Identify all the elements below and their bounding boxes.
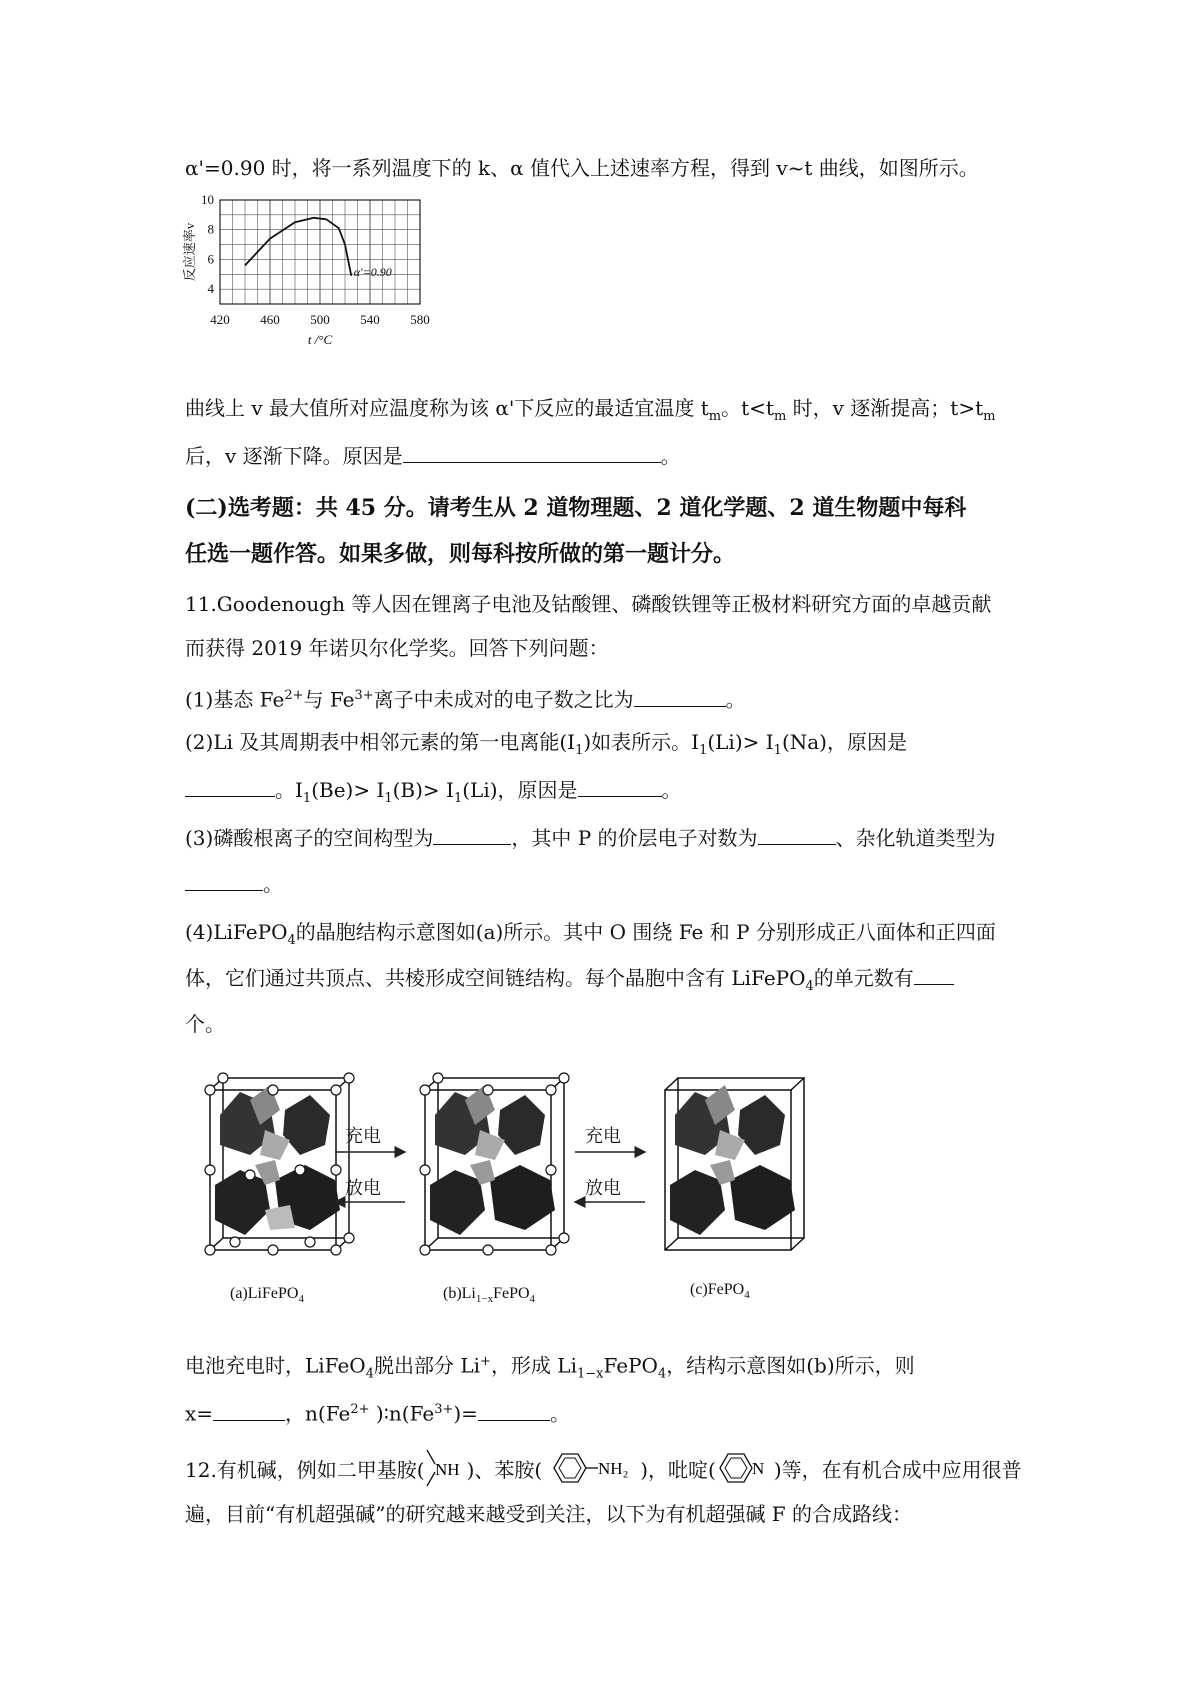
label-discharge-ab: 放电	[345, 1178, 381, 1198]
text: ，结构示意图如(b)所示，则	[666, 1353, 915, 1378]
y-axis-label: 反应速率v	[182, 222, 197, 282]
optimum-temperature-line	[185, 394, 995, 431]
text: )、苯胺(	[466, 1458, 543, 1482]
text: 个。	[185, 1012, 225, 1036]
text: 脱出部分 Li	[373, 1353, 481, 1378]
x-axis-label: t /°C	[307, 332, 333, 347]
label-charge-ab: 充电	[345, 1126, 381, 1146]
text: )如表所示。I	[583, 730, 700, 754]
sub: 1	[575, 743, 584, 758]
answer-blank[interactable]	[185, 870, 263, 891]
sub: m	[773, 409, 787, 424]
q11-sub2-line-1	[185, 728, 907, 765]
caption-a: (a)LiFePO$_4$	[230, 1285, 304, 1305]
sub: 1	[384, 791, 393, 806]
y-tick-label: 10	[201, 192, 214, 207]
text: 任选一题作答。如果多做，则每科按所做的第一题计分。	[185, 541, 736, 567]
text: 电池充电时，LiFeO	[185, 1353, 366, 1378]
answer-blank[interactable]	[185, 776, 275, 797]
sup: 3+	[354, 688, 374, 703]
x-tick-label: 540	[360, 312, 380, 327]
q12-line-1	[185, 1448, 1022, 1495]
cell-b-li1-xfepo4	[420, 1073, 569, 1255]
y-tick-label: 6	[207, 251, 214, 267]
text: 。	[660, 444, 681, 468]
text: 。t<t	[721, 396, 774, 420]
caption-c: (c)FePO$_4$	[690, 1281, 750, 1301]
reason-line	[185, 442, 681, 470]
sub: 1	[453, 791, 463, 806]
sub: 4	[805, 979, 814, 994]
mol-text: NH₂	[598, 1459, 629, 1478]
aniline-structure-icon	[542, 1448, 640, 1495]
text: (B)> I	[392, 778, 454, 802]
sup: 2+	[284, 688, 304, 703]
text: )等，在有机合成中应用很普	[773, 1458, 1022, 1482]
answer-blank[interactable]	[403, 442, 661, 463]
text: 。I	[275, 778, 303, 802]
text: 曲线上 v 最大值所对应温度称为该 α'下反应的最适宜温度 t	[185, 396, 709, 420]
section-header-line-1	[185, 494, 966, 522]
cell-a-lifepo4	[205, 1073, 354, 1255]
sub: 1	[699, 743, 708, 758]
text: 12.有机碱，例如二甲基胺(	[185, 1458, 425, 1482]
text: (1)基态 Fe	[185, 687, 285, 712]
answer-blank[interactable]	[478, 1400, 550, 1421]
text: (Li)，原因是	[462, 778, 578, 802]
intro-text: α'=0.90 时，将一系列温度下的 k、α 值代入上述速率方程，得到 v~t 曲线，如图所示。	[185, 156, 979, 180]
answer-blank[interactable]	[758, 824, 836, 845]
text: 与 Fe	[303, 687, 355, 712]
q12-line-2	[185, 1500, 912, 1528]
q11-sub3-line-2	[185, 870, 283, 898]
section-header-line-2	[185, 540, 735, 568]
text: ，n(Fe	[285, 1401, 351, 1426]
text: 。	[725, 687, 746, 712]
text: (Be)> I	[311, 778, 385, 802]
answer-blank[interactable]	[578, 776, 662, 797]
sub: 1−x	[576, 1366, 604, 1382]
q11-sub3-line-1	[185, 824, 996, 852]
x-tick-label: 420	[210, 312, 230, 327]
text: 离子中未成对的电子数之比为	[373, 687, 634, 712]
answer-blank[interactable]	[634, 686, 726, 707]
v-t-curve	[245, 218, 351, 276]
text: (4)LiFePO	[185, 920, 288, 944]
y-tick-label: 8	[207, 221, 214, 237]
caption-b: $(b)Li_{1-x}FePO_4$	[443, 1285, 536, 1305]
sub: 1	[773, 743, 782, 758]
q11-sub2-line-2	[185, 776, 682, 813]
q11-line-1	[185, 590, 991, 618]
text: 。	[263, 872, 283, 896]
answer-blank[interactable]	[433, 824, 511, 845]
sub: 1	[302, 791, 312, 806]
text: 时，v 逐渐提高；t>t	[786, 396, 984, 420]
text: 。	[549, 1401, 570, 1426]
mol-text: NH	[434, 1460, 460, 1479]
text: 的晶胞结构示意图如(a)所示。其中 O 围绕 Fe 和 P 分别形成正八面体和正四面	[295, 920, 996, 944]
text: (二)选考题：共 45 分。请考生从 2 道物理题、2 道化学题、2 道生物题中每科	[185, 495, 967, 521]
charging-line-2	[185, 1396, 570, 1428]
q11-line-2	[185, 634, 609, 662]
text: x=	[185, 1401, 214, 1426]
crystal-structure-figure	[195, 1070, 855, 1310]
q11-sub4-line-1	[185, 918, 996, 955]
q11-sub1	[185, 682, 746, 714]
text: (Na)，原因是	[781, 730, 907, 754]
cell-c-fepo4	[665, 1078, 804, 1250]
text: 而获得 2019 年诺贝尔化学奖。回答下列问题：	[185, 636, 609, 660]
sub: 4	[657, 1366, 667, 1382]
charging-line-1	[185, 1348, 915, 1389]
mol-text: N	[751, 1459, 765, 1478]
dimethylamine-structure-icon	[425, 1448, 467, 1495]
text: )=	[453, 1401, 478, 1426]
sup: +	[480, 1354, 491, 1369]
answer-blank[interactable]	[213, 1400, 285, 1421]
sup: 2+	[350, 1402, 370, 1417]
text: ，其中 P 的价层电子对数为	[511, 826, 758, 850]
curve-annotation: α'=0.90	[353, 264, 392, 279]
text: )，吡啶(	[640, 1458, 716, 1482]
text: 后，v 逐渐下降。原因是	[185, 444, 403, 468]
pyridine-structure-icon	[716, 1448, 774, 1495]
text: FePO	[603, 1353, 658, 1378]
x-tick-label: 580	[410, 312, 430, 327]
label-charge-bc: 充电	[585, 1126, 621, 1146]
text: )∶n(Fe	[369, 1401, 435, 1426]
q11-sub4-line-2	[185, 964, 954, 1001]
sub: m	[708, 409, 722, 424]
sub: m	[983, 409, 996, 424]
intro-line	[185, 154, 979, 182]
sub: 4	[365, 1366, 374, 1382]
label-discharge-bc: 放电	[585, 1178, 621, 1198]
text: (3)磷酸根离子的空间构型为	[185, 826, 434, 850]
text: 、杂化轨道类型为	[835, 826, 996, 850]
sub: 4	[287, 933, 296, 948]
sup: 3+	[434, 1402, 454, 1417]
x-tick-label: 460	[260, 312, 280, 327]
y-tick-label: 4	[207, 281, 214, 297]
answer-blank[interactable]	[914, 964, 954, 985]
text: ，形成 Li	[490, 1353, 577, 1378]
text: (2)Li 及其周期表中相邻元素的第一电离能(I	[185, 730, 576, 754]
text: 遍，目前“有机超强碱”的研究越来越受到关注，以下为有机超强碱 F 的合成路线：	[185, 1502, 913, 1526]
text: 的单元数有	[813, 966, 914, 990]
text: (Li)> I	[707, 730, 774, 754]
text: 。	[661, 778, 682, 802]
text: 体，它们通过共顶点、共棱形成空间链结构。每个晶胞中含有 LiFePO	[185, 966, 806, 990]
q11-sub4-line-3	[185, 1010, 225, 1038]
x-tick-label: 500	[310, 312, 330, 327]
v-t-chart	[180, 192, 470, 380]
text: 11.Goodenough 等人因在锂离子电池及钴酸锂、磷酸铁锂等正极材料研究方面的卓越贡献	[185, 592, 992, 616]
